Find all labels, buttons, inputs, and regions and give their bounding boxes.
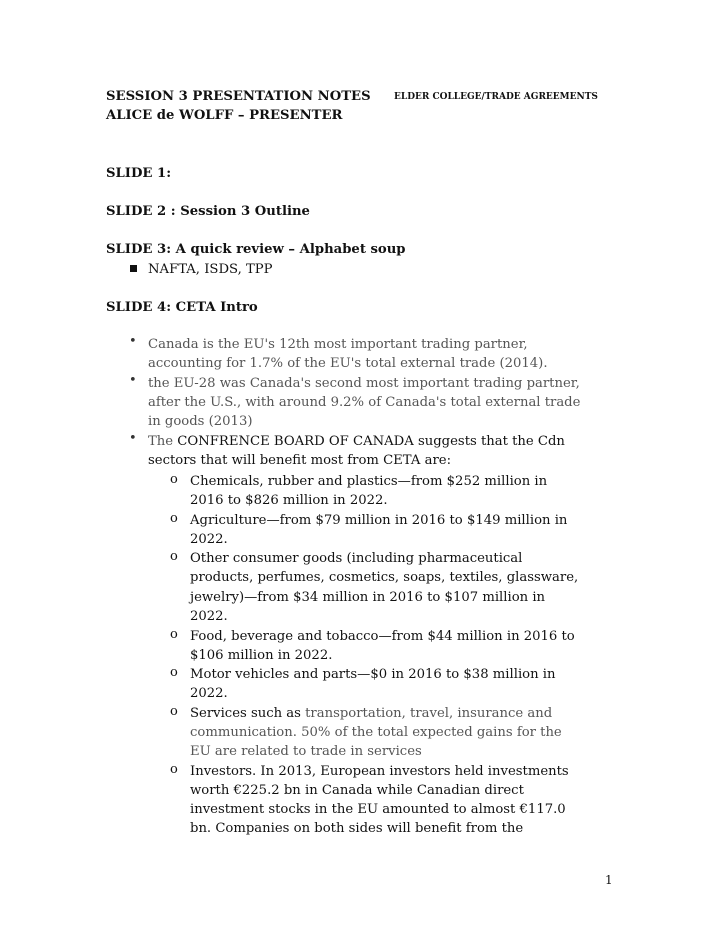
sub-item-line: worth €225.2 bn in Canada while Canadian direct	[190, 783, 524, 798]
sub-item-line: Motor vehicles and parts—$0 in 2016 to $38 million in	[190, 667, 556, 682]
sub-item-line: $106 million in 2022.	[190, 648, 333, 663]
sub-item-line: investment stocks in the EU amounted to almost €117.0	[190, 802, 566, 817]
sub-item-line: Agriculture—from $79 million in 2016 to $149 million in	[190, 513, 568, 528]
course-label: ELDER COLLEGE/TRADE AGREEMENTS	[394, 92, 598, 102]
bullet-dot-icon: •	[129, 431, 137, 446]
sub-item-line: communication. 50% of the total expected gains for the	[190, 725, 562, 740]
bullet-dot-icon: •	[129, 334, 137, 349]
slide-1-heading: SLIDE 1:	[106, 166, 172, 181]
slide-4-heading: SLIDE 4: CETA Intro	[106, 300, 258, 315]
bullet-3-line: sectors that will benefit most from CETA are:	[148, 453, 452, 468]
sub-item-line: EU are related to trade in services	[190, 744, 422, 759]
sub-item-line: 2022.	[190, 532, 228, 547]
circle-bullet-icon: o	[170, 472, 178, 487]
circle-bullet-icon: o	[170, 665, 178, 680]
bullet-dot-icon: •	[129, 373, 137, 388]
bullet-2-line: after the U.S., with around 9.2% of Canada's total external trade	[148, 395, 581, 410]
bullet-3-text: CONFRENCE BOARD OF CANADA suggests that the Cdn	[177, 434, 565, 449]
sub-item-line: Food, beverage and tobacco—from $44 million in 2016 to	[190, 629, 575, 644]
sub-item-line: 2022.	[190, 609, 228, 624]
presenter-line: ALICE de WOLFF – PRESENTER	[106, 108, 343, 123]
circle-bullet-icon: o	[170, 704, 178, 719]
sub-item-line	[190, 704, 552, 723]
services-text: transportation, travel, insurance and	[305, 706, 553, 721]
notes-title: SESSION 3 PRESENTATION NOTES	[106, 89, 371, 104]
sub-item-line: products, perfumes, cosmetics, soaps, textiles, glassware,	[190, 570, 579, 585]
slide-2-heading: SLIDE 2 : Session 3 Outline	[106, 204, 310, 219]
sub-item-line: Other consumer goods (including pharmaceutical	[190, 551, 523, 566]
circle-bullet-icon: o	[170, 762, 178, 777]
bullet-3-lead: The	[148, 434, 178, 449]
circle-bullet-icon: o	[170, 549, 178, 564]
sub-item-line: Investors. In 2013, European investors held investments	[190, 764, 569, 779]
circle-bullet-icon: o	[170, 627, 178, 642]
slide-3-heading: SLIDE 3: A quick review – Alphabet soup	[106, 242, 406, 257]
bullet-2-line: in goods (2013)	[148, 414, 253, 429]
square-bullet-icon	[130, 265, 137, 272]
bullet-2-line: the EU-28 was Canada's second most important trading partner,	[148, 376, 580, 391]
bullet-1-line: Canada is the EU's 12th most important trading partner,	[148, 337, 528, 352]
bullet-3-line	[148, 432, 565, 451]
sub-item-line: 2016 to $826 million in 2022.	[190, 493, 388, 508]
services-lead: Services such as	[190, 706, 306, 721]
sub-item-line: 2022.	[190, 686, 228, 701]
bullet-1-line: accounting for 1.7% of the EU's total external trade (2014).	[148, 356, 548, 371]
sub-item-line: Chemicals, rubber and plastics—from $252 million in	[190, 474, 548, 489]
circle-bullet-icon: o	[170, 511, 178, 526]
sub-item-line: bn. Companies on both sides will benefit from the	[190, 821, 524, 836]
sub-item-line: jewelry)—from $34 million in 2016 to $107 million in	[190, 590, 546, 605]
page-number: 1	[605, 873, 613, 887]
slide-3-item: NAFTA, ISDS, TPP	[148, 262, 273, 277]
